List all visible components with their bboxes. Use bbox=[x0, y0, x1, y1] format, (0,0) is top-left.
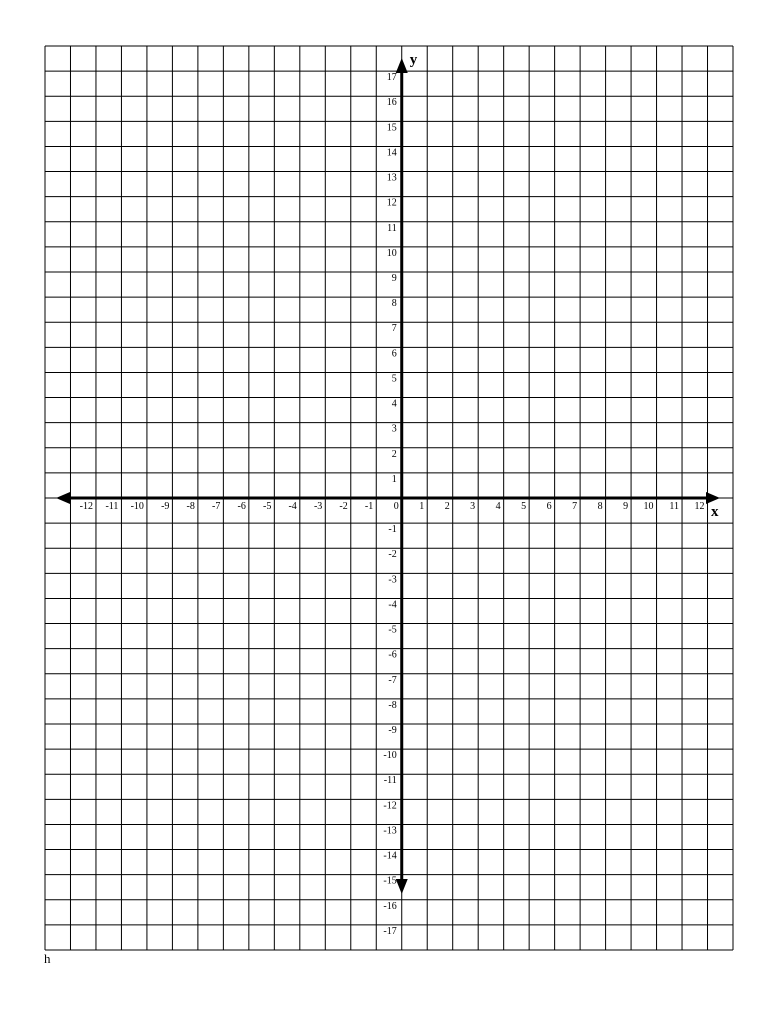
x-tick-label: 10 bbox=[643, 501, 654, 512]
x-tick-label: -7 bbox=[212, 501, 221, 512]
x-tick-label: 11 bbox=[669, 501, 680, 512]
y-tick-label: -12 bbox=[383, 800, 397, 812]
y-tick-label: -11 bbox=[383, 775, 397, 787]
x-tick-label: 5 bbox=[521, 501, 527, 512]
y-tick-label: 17 bbox=[386, 72, 397, 84]
y-axis-label: y bbox=[409, 52, 418, 68]
y-tick-label: 1 bbox=[391, 473, 397, 485]
y-tick-label: -7 bbox=[388, 674, 397, 686]
y-tick-label: -1 bbox=[388, 524, 397, 536]
x-tick-label: 12 bbox=[694, 501, 705, 512]
y-axis-bottom-arrow bbox=[396, 879, 408, 894]
x-axis-label: x bbox=[711, 504, 719, 520]
x-tick-label: 8 bbox=[597, 501, 603, 512]
y-tick-label: 8 bbox=[391, 298, 397, 310]
y-tick-label: 9 bbox=[391, 273, 397, 284]
y-tick-label: 12 bbox=[386, 197, 397, 209]
y-tick-label: 13 bbox=[386, 172, 397, 184]
x-tick-label: 3 bbox=[470, 501, 476, 512]
x-tick-label: -10 bbox=[130, 501, 144, 512]
x-tick-label: -8 bbox=[186, 501, 195, 512]
x-tick-label: 6 bbox=[546, 501, 552, 512]
y-tick-label: -13 bbox=[383, 825, 397, 837]
x-tick-label: -3 bbox=[313, 501, 323, 512]
y-tick-label: -5 bbox=[388, 624, 397, 636]
x-tick-label: 7 bbox=[572, 501, 578, 512]
y-axis-top-arrow bbox=[396, 58, 408, 73]
y-tick-label: -6 bbox=[388, 649, 397, 661]
y-tick-label: -4 bbox=[388, 599, 397, 611]
x-tick-label: -9 bbox=[161, 501, 170, 512]
tick-labels bbox=[80, 72, 705, 937]
x-axis-right-arrow bbox=[706, 492, 720, 504]
x-tick-label: 4 bbox=[495, 501, 501, 512]
y-tick-label: -9 bbox=[388, 725, 397, 736]
x-tick-label: -6 bbox=[237, 501, 246, 512]
y-tick-label: 15 bbox=[386, 122, 397, 134]
y-tick-label: 5 bbox=[391, 373, 397, 385]
x-tick-label: 9 bbox=[623, 501, 629, 512]
y-tick-label: -2 bbox=[388, 549, 397, 561]
x-tick-label: -5 bbox=[262, 501, 272, 512]
x-tick-label: -1 bbox=[364, 501, 374, 512]
x-tick-label: 0 bbox=[393, 501, 399, 512]
x-tick-label: 2 bbox=[444, 501, 450, 512]
footnote-text: h bbox=[44, 951, 51, 966]
y-tick-label: 6 bbox=[391, 348, 397, 360]
y-tick-label: 2 bbox=[391, 448, 397, 460]
y-tick-label: -17 bbox=[383, 925, 397, 937]
y-tick-label: 10 bbox=[386, 247, 397, 259]
x-tick-label: -4 bbox=[288, 501, 297, 512]
y-tick-label: -8 bbox=[388, 699, 397, 711]
y-tick-label: 3 bbox=[391, 423, 397, 435]
y-tick-label: 16 bbox=[386, 97, 397, 109]
y-tick-label: -10 bbox=[383, 750, 397, 762]
y-tick-label: -16 bbox=[383, 900, 397, 912]
y-tick-label: -15 bbox=[383, 875, 397, 887]
y-tick-label: -14 bbox=[383, 850, 397, 862]
x-tick-label: -11 bbox=[105, 501, 119, 512]
y-tick-label: 7 bbox=[391, 323, 397, 335]
x-tick-label: -2 bbox=[339, 501, 348, 512]
y-tick-label: 11 bbox=[387, 222, 397, 234]
y-tick-label: 4 bbox=[391, 398, 397, 410]
x-tick-label: -12 bbox=[79, 501, 93, 512]
y-tick-label: 14 bbox=[386, 147, 397, 159]
x-tick-label: 1 bbox=[419, 501, 425, 512]
y-tick-label: -3 bbox=[388, 574, 397, 586]
x-axis-left-arrow bbox=[56, 492, 70, 504]
